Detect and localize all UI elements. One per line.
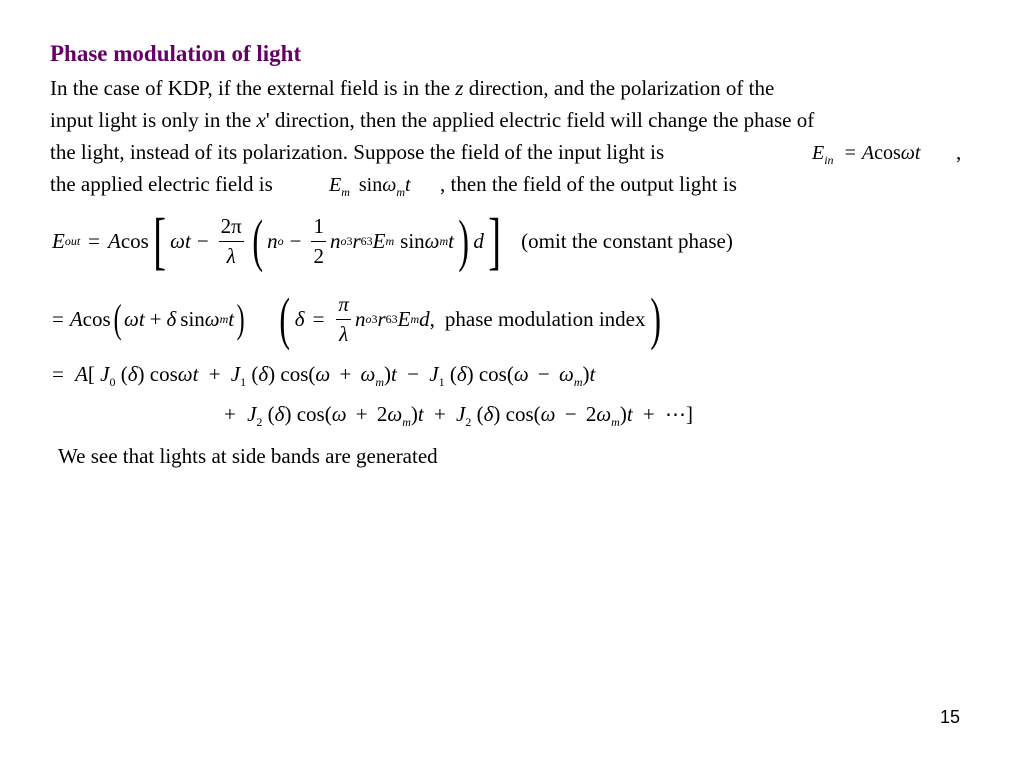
math-subscript: 2: [465, 415, 472, 430]
math-symbol: n: [354, 306, 366, 331]
equation-bessel-expansion-line-1: [52, 362, 596, 390]
x-symbol: x: [256, 108, 266, 132]
math-symbol: t: [228, 306, 235, 331]
fraction-one-half: [311, 214, 326, 269]
plus-sign: +: [642, 402, 655, 426]
math-function: cos: [82, 306, 111, 331]
math-symbol: δ: [456, 362, 467, 386]
math-symbol: A: [861, 142, 875, 164]
equals-sign: =: [52, 306, 64, 331]
math-symbol: δ: [258, 362, 269, 386]
left-paren: (: [533, 402, 541, 426]
math-symbol: δ: [166, 306, 177, 331]
math-symbol: d: [473, 228, 484, 253]
math-symbol: ω: [170, 228, 185, 253]
math-symbol: t: [405, 174, 411, 196]
omit-constant-phase-note: (omit the constant phase): [521, 228, 733, 253]
math-subscript: 2: [256, 415, 263, 430]
right-paren: ): [384, 362, 392, 386]
math-subscript: m: [396, 185, 406, 199]
fraction-numerator: 1: [313, 213, 324, 238]
math-symbol: ω: [315, 362, 331, 386]
plus-sign: +: [149, 306, 162, 331]
math-symbol: t: [417, 402, 424, 426]
math-symbol: ω: [204, 306, 220, 331]
math-number: 2: [376, 402, 388, 426]
math-symbol: t: [589, 362, 596, 386]
paragraph-line-4-end: , then the field of the output light is: [440, 172, 737, 196]
math-symbol: E: [397, 306, 411, 331]
math-symbol: J: [429, 362, 439, 386]
right-paren: ): [284, 402, 292, 426]
modulation-index-label: phase modulation index: [444, 306, 646, 331]
math-symbol: ω: [424, 228, 440, 253]
math-symbol: A: [108, 228, 121, 253]
left-bracket: [: [87, 362, 95, 386]
plus-sign: +: [224, 402, 236, 426]
text-span: ' direction, then the applied electric field will change the phase of: [265, 108, 815, 132]
right-bracket: ]: [686, 402, 693, 426]
right-paren: ): [619, 402, 627, 426]
text-span: the applied electric field is: [50, 172, 273, 196]
left-paren: (: [449, 362, 457, 386]
math-symbol: t: [448, 228, 454, 253]
fraction-two-pi-over-lambda: [219, 214, 244, 269]
math-symbol: ω: [540, 402, 556, 426]
left-paren: (: [279, 286, 291, 351]
plus-sign: +: [208, 362, 221, 386]
right-paren: ): [458, 208, 469, 273]
z-symbol: z: [455, 76, 464, 100]
left-bracket: [: [153, 205, 166, 276]
right-paren: ): [649, 286, 661, 351]
right-bracket: ]: [488, 205, 501, 276]
math-subscript: m: [375, 375, 385, 390]
math-symbol: J: [100, 362, 110, 386]
fraction-denominator: λ: [336, 319, 351, 347]
math-symbol: n: [329, 228, 341, 253]
minus-sign: −: [537, 362, 550, 386]
right-paren: ): [493, 402, 501, 426]
plus-sign: −: [564, 402, 577, 426]
left-paren: (: [506, 362, 514, 386]
text-span: the light, instead of its polarization. Suppose the field of the input light is: [50, 140, 665, 164]
math-function: sin: [358, 174, 383, 196]
math-function: sin: [400, 228, 425, 253]
left-paren: (: [324, 402, 332, 426]
right-paren: ): [268, 362, 276, 386]
math-subscript: m: [402, 415, 411, 430]
ellipsis: ⋯: [665, 402, 686, 426]
paragraph-line-4: [50, 172, 273, 196]
math-symbol: ω: [382, 174, 397, 196]
math-symbol: δ: [483, 402, 494, 426]
math-symbol: E: [812, 142, 825, 164]
math-function: cos: [505, 402, 534, 426]
conclusion-text: We see that lights at side bands are generated: [58, 444, 438, 468]
right-paren: ): [137, 362, 145, 386]
input-field-formula: [812, 142, 920, 165]
math-function: cos: [120, 228, 149, 253]
math-symbol: A: [69, 306, 83, 331]
applied-field-formula: [329, 174, 411, 197]
minus-sign: −: [407, 362, 419, 386]
math-function: cos: [478, 362, 507, 386]
math-symbol: ω: [331, 402, 347, 426]
fraction-denominator: λ: [219, 241, 244, 269]
math-symbol: ω: [559, 362, 574, 386]
math-subscript: 1: [438, 375, 445, 390]
math-symbol: t: [192, 362, 199, 386]
left-paren: (: [251, 362, 259, 386]
comma: ,: [429, 306, 435, 331]
math-symbol: r: [377, 306, 386, 331]
equation-bessel-expansion-line-2: [224, 402, 693, 430]
math-symbol: ω: [513, 362, 529, 386]
math-symbol: E: [329, 174, 342, 196]
comma: ,: [956, 140, 962, 164]
math-symbol: E: [372, 228, 386, 253]
math-function: cos: [280, 362, 309, 386]
plus-sign: +: [433, 402, 446, 426]
math-symbol: ω: [124, 306, 139, 331]
fraction-denominator: 2: [311, 241, 326, 269]
text-span: In the case of KDP, if the external field is in the: [50, 76, 456, 100]
plus-sign: +: [339, 362, 352, 386]
minus-sign: −: [289, 228, 302, 253]
text-span: input light is only in the: [50, 108, 257, 132]
left-paren: (: [120, 362, 128, 386]
fraction-numerator: π: [338, 291, 349, 316]
math-number: 2: [585, 402, 597, 426]
equation-output-field: E out = A cos [ ω t − $\frac{2\pi}{\lambda}$ ( n o − $\frac{1}{2}$ n o 3 r 63 E m sin ω m t ) d ] (omit the constant phase): [52, 205, 733, 276]
plus-sign: +: [355, 402, 368, 426]
right-paren: ): [236, 296, 245, 341]
math-symbol: J: [456, 402, 466, 426]
math-symbol: t: [391, 362, 397, 386]
math-function: cos: [874, 142, 901, 164]
math-symbol: ω: [177, 362, 193, 386]
left-paren: (: [252, 208, 263, 273]
minus-sign: −: [196, 228, 209, 253]
math-symbol: r: [352, 228, 361, 253]
math-symbol: ω: [900, 142, 915, 164]
math-subscript: m: [573, 375, 583, 390]
left-paren: (: [113, 296, 122, 341]
math-symbol: ω: [360, 362, 376, 386]
left-paren: (: [308, 362, 316, 386]
equals-sign: =: [52, 362, 64, 386]
fraction-numerator: 2π: [220, 213, 242, 238]
right-paren: ): [466, 362, 474, 386]
math-subscript: 0: [109, 375, 116, 390]
equals-sign: =: [844, 142, 856, 164]
math-function: sin: [180, 306, 205, 331]
paragraph-line-1: [50, 76, 774, 100]
fraction-pi-over-lambda: [336, 292, 351, 347]
slide-number: 15: [940, 707, 961, 727]
math-symbol: J: [230, 362, 241, 386]
math-symbol: δ: [294, 306, 305, 331]
slide-title: Phase modulation of light: [50, 41, 302, 66]
equals-sign: =: [88, 228, 101, 253]
math-symbol: t: [914, 142, 921, 164]
math-subscript: in: [824, 153, 834, 167]
math-symbol: δ: [274, 402, 285, 426]
math-symbol: δ: [127, 362, 138, 386]
paragraph-line-3: [50, 140, 664, 164]
math-symbol: ω: [387, 402, 403, 426]
math-function: cos: [149, 362, 178, 386]
math-symbol: J: [247, 402, 257, 426]
math-subscript: 1: [240, 375, 247, 390]
right-paren: ): [582, 362, 590, 386]
math-symbol: E: [52, 228, 65, 253]
paragraph-line-2: [50, 108, 814, 132]
math-symbol: A: [75, 362, 88, 386]
right-paren: ): [410, 402, 418, 426]
math-subscript: m: [611, 415, 620, 430]
math-subscript: m: [341, 185, 350, 199]
equation-phase-modulation: = A cos ( ω t + δ sin ω m t ) ( δ = $\frac{\pi}{\lambda}$ n o 3 r 63 E m d , phase modulation index ): [52, 286, 661, 351]
math-symbol: n: [267, 228, 278, 253]
left-paren: (: [476, 402, 484, 426]
math-symbol: d: [419, 306, 430, 331]
math-symbol: t: [138, 306, 145, 331]
math-function: cos: [296, 402, 325, 426]
math-symbol: t: [184, 228, 191, 253]
text-span: direction, and the polarization of the: [463, 76, 775, 100]
left-paren: (: [267, 402, 275, 426]
math-symbol: t: [626, 402, 633, 426]
equals-sign: =: [312, 306, 325, 331]
math-symbol: ω: [596, 402, 612, 426]
